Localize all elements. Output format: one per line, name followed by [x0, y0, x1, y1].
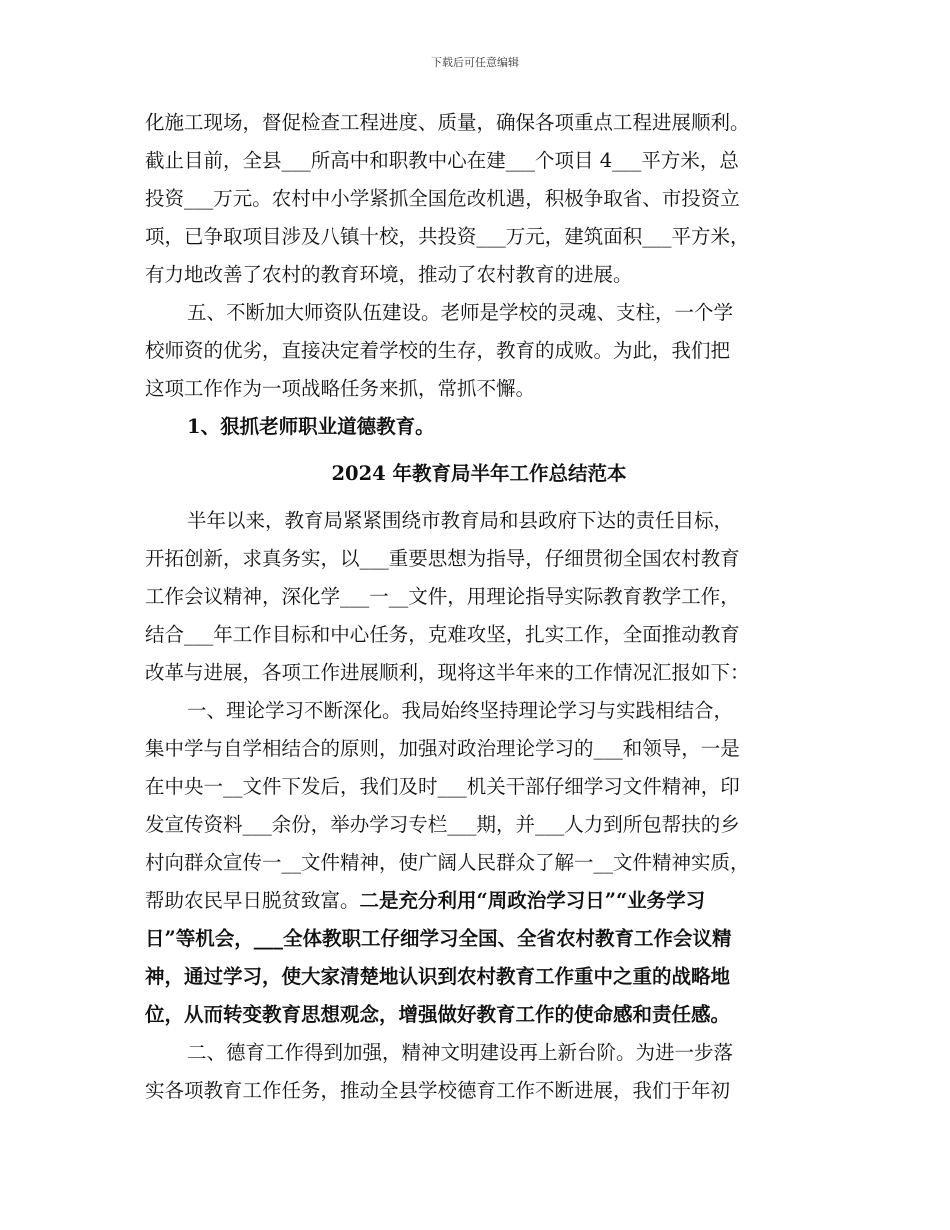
paragraph-line: 五、不断加大师资队伍建设。老师是学校的灵魂、支柱，一个学	[187, 301, 734, 324]
paragraph-line: 日”等机会，___全体教职工仔细学习全国、全省农村教育工作会议精	[145, 927, 732, 950]
paragraph-line: 有力地改善了农村的教育环境，推动了农村教育的进展。	[145, 263, 633, 286]
paragraph-line: 半年以来，教育局紧紧围绕市教育局和县政府下达的责任目标，	[187, 509, 734, 532]
paragraph-line: 改革与进展，各项工作进展顺利，现将这半年来的工作情况汇报如下：	[145, 661, 750, 684]
page-header: 下载后可任意编辑	[431, 56, 519, 69]
bold-text: 二是充分利用“周政治学习日”“业务学习	[359, 889, 706, 912]
paragraph-line: 村向群众宣传一__文件精神，使广阔人民群众了解一__文件精神实质，	[145, 851, 750, 874]
paragraph-line: 实各项教育工作任务，推动全县学校德育工作不断进展，我们于年初	[145, 1079, 731, 1102]
paragraph-line: 这项工作作为一项战略任务来抓，常抓不懈。	[145, 377, 536, 400]
document-title: 2024 年教育局半年工作总结范本	[331, 462, 627, 485]
paragraph-line: 发宣传资料___余份，举办学习专栏___期，并___人力到所包帮扶的乡	[145, 813, 740, 836]
paragraph-line: 投资___万元。农村中小学紧抓全国危改机遇，积极争取省、市投资立	[145, 187, 740, 210]
paragraph-line-mixed	[145, 882, 813, 920]
paragraph-line: 截止目前，全县___所高中和职教中心在建___个项目 4___平方米，总	[145, 149, 739, 172]
paragraph-line: 校师资的优劣，直接决定着学校的生存，教育的成败。为此，我们把	[145, 339, 731, 362]
normal-text: 帮助农民早日脱贫致富。	[145, 889, 360, 912]
paragraph-line: 神，通过学习，使大家清楚地认识到农村教育工作重中之重的战略地	[145, 965, 731, 988]
paragraph-line: 二、德育工作得到加强，精神文明建设再上新台阶。为进一步落	[187, 1041, 734, 1064]
paragraph-line: 工作会议精神，深化学___一__文件，用理论指导实际教育教学工作，	[145, 585, 740, 608]
paragraph-line: 开拓创新，求真务实，以___重要思想为指导，仔细贯彻全国农村教育	[145, 547, 740, 570]
paragraph-line: 项，已争取项目涉及八镇十校，共投资___万元，建筑面积___平方米，	[145, 225, 750, 248]
paragraph-line: 位，从而转变教育思想观念，增强做好教育工作的使命感和责任感。	[145, 1003, 731, 1026]
subheading-item: 1、狠抓老师职业道德教育。	[187, 415, 435, 438]
document-body	[145, 104, 813, 1110]
paragraph-line: 化施工现场，督促检查工程进度、质量，确保各项重点工程进展顺利。	[145, 111, 750, 134]
paragraph-line: 一、理论学习不断深化。我局始终坚持理论学习与实践相结合，	[187, 699, 734, 722]
paragraph-line: 集中学与自学相结合的原则，加强对政治理论学习的___和领导，一是	[145, 737, 740, 760]
paragraph-line: 结合___年工作目标和中心任务，克难攻坚，扎实工作，全面推动教育	[145, 623, 740, 646]
paragraph-line: 在中央一__文件下发后，我们及时___机关干部仔细学习文件精神，印	[145, 775, 740, 798]
